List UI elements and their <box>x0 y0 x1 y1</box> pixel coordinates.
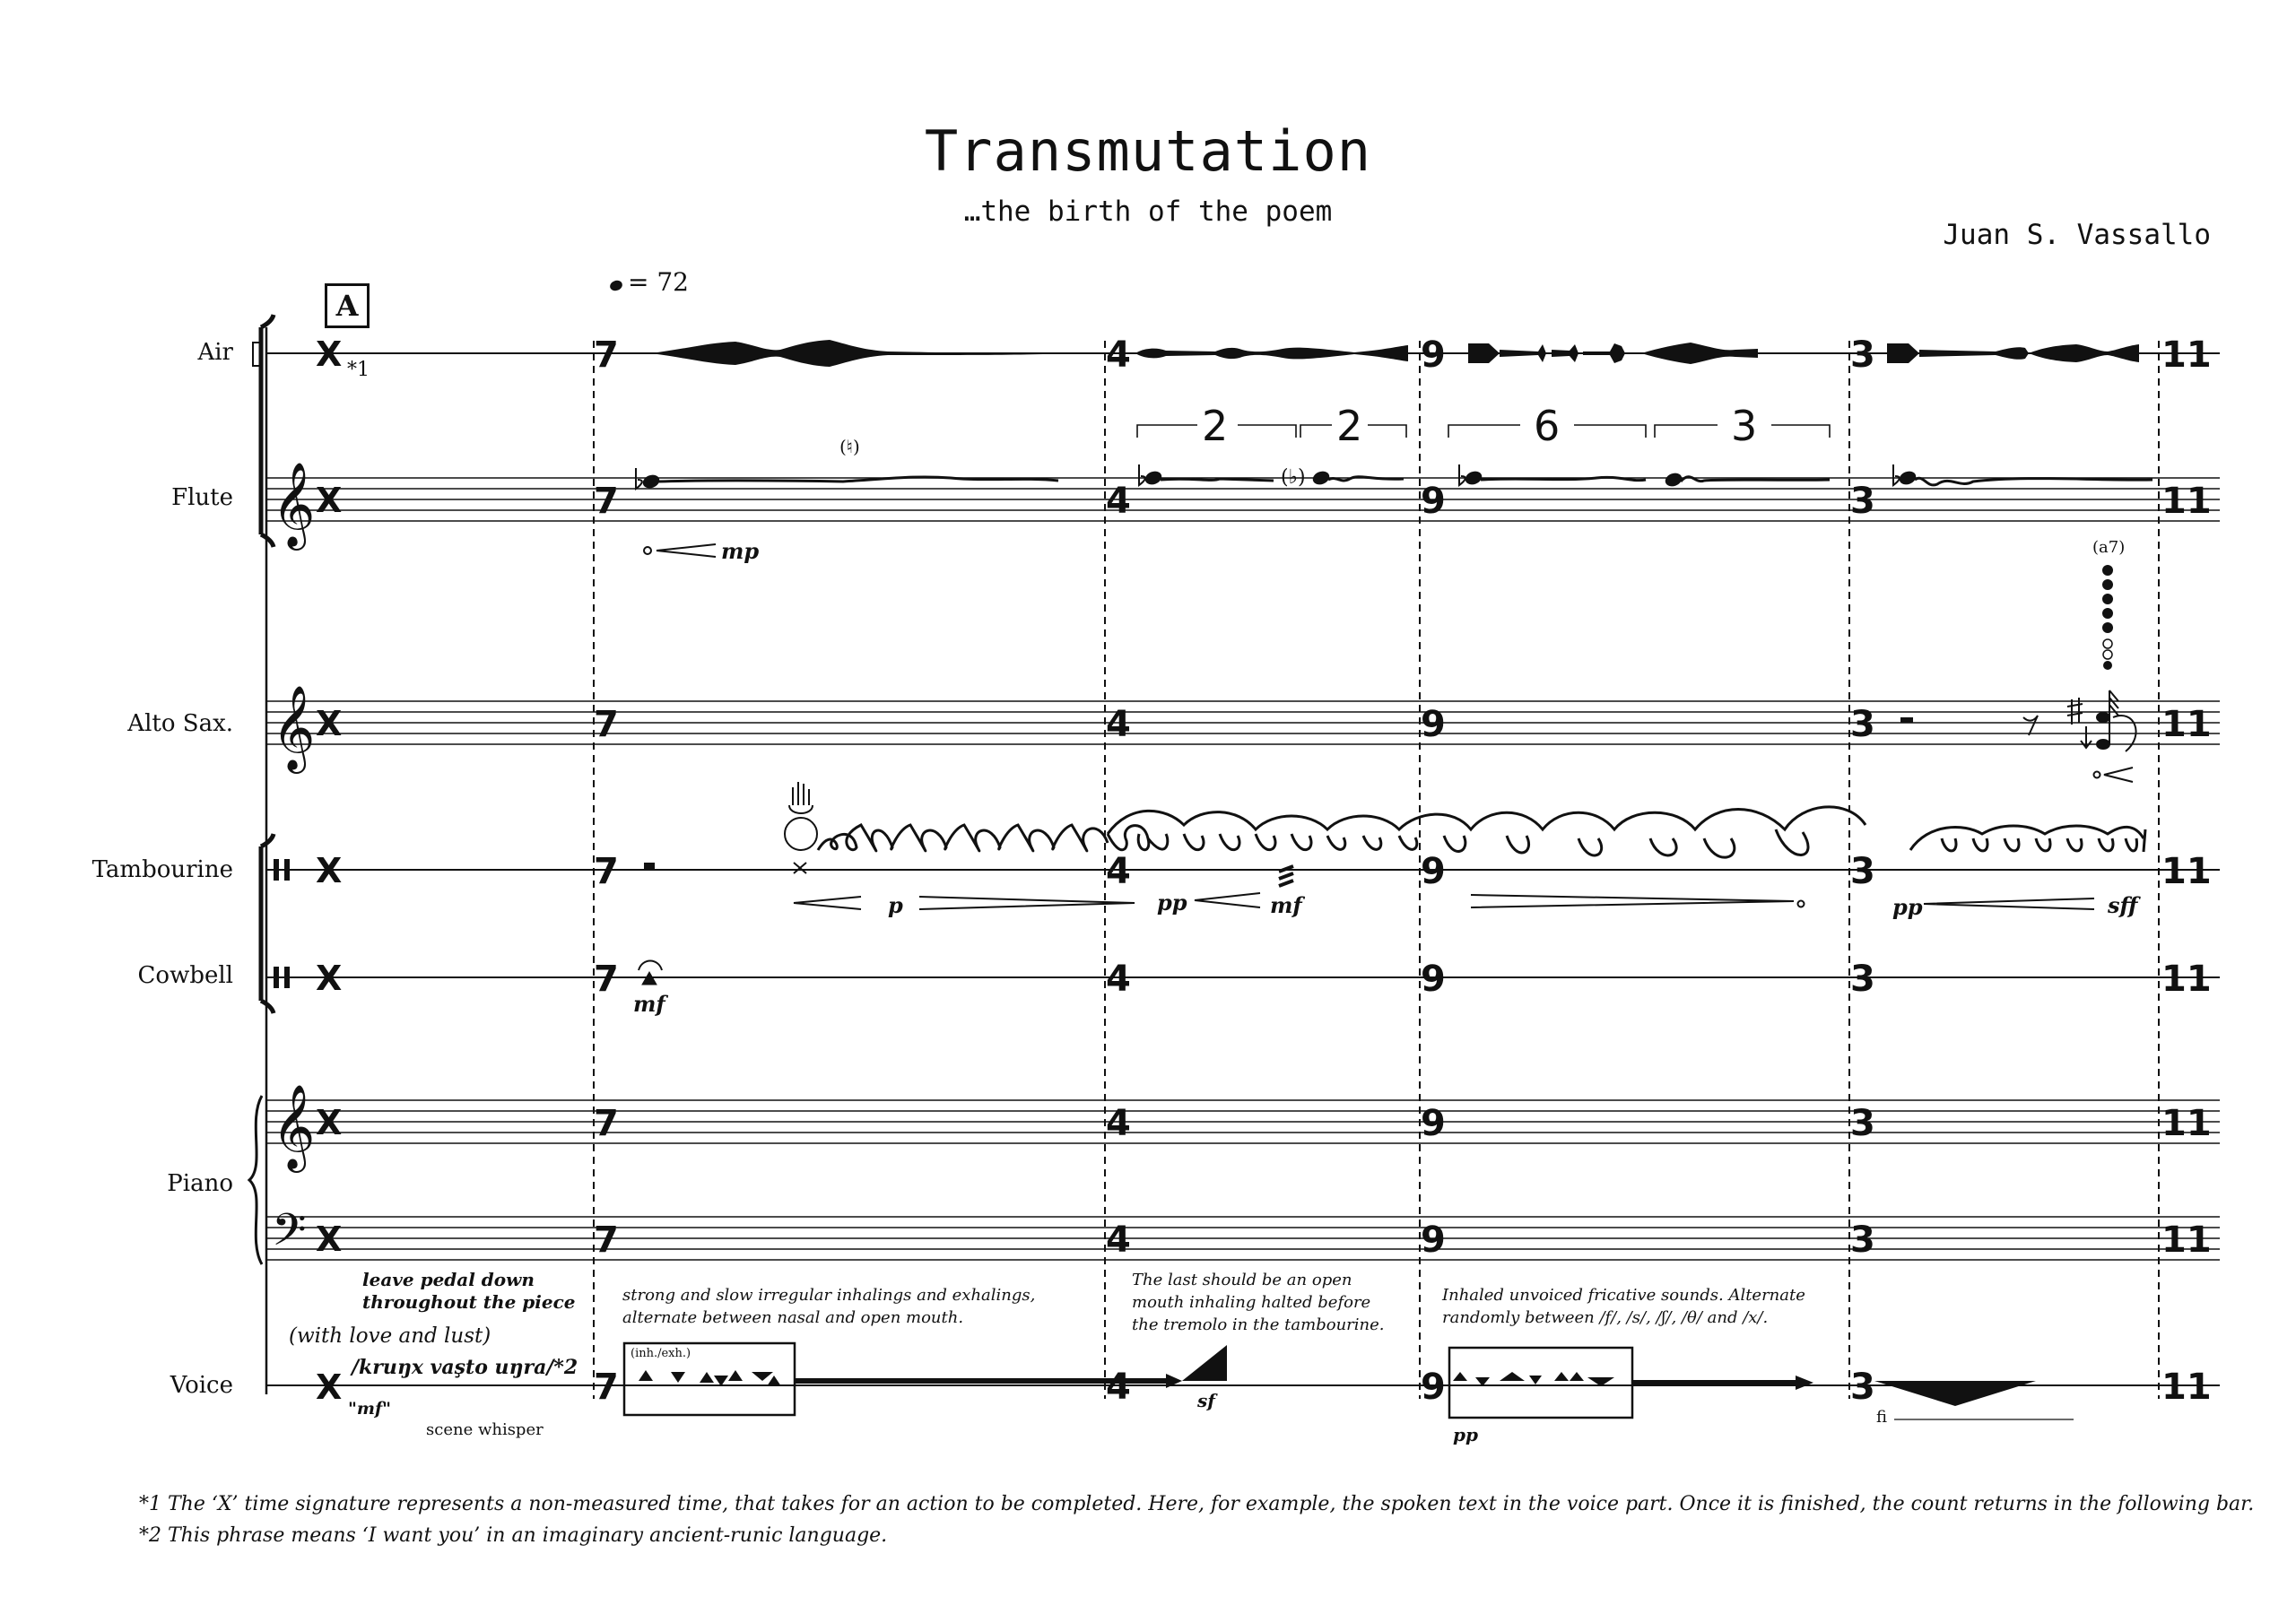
tuplet-number: 2 <box>1336 402 1363 450</box>
ts-7-flute: 7 <box>594 481 619 522</box>
half-rest-icon <box>644 863 655 870</box>
x-sig-voice: X <box>316 1367 343 1407</box>
tambourine-dynamic-pp: pp <box>1892 894 1923 920</box>
rehearsal-mark-label: A <box>335 289 359 323</box>
ts-9-piano-treble: 9 <box>1421 1103 1446 1144</box>
tuplet-number: 3 <box>1731 402 1758 450</box>
treble-clef-icon: 𝄞 <box>272 1084 316 1169</box>
ts-3-voice: 3 <box>1850 1367 1875 1408</box>
note-line: the tremolo in the tambourine. <box>1132 1315 1385 1334</box>
voice-direction: (with love and lust) <box>289 1324 491 1348</box>
flute-staff <box>266 478 2220 521</box>
ts-7-tambourine: 7 <box>594 851 619 892</box>
ts-4-flute: 4 <box>1106 481 1131 522</box>
flute-notes <box>641 470 2152 490</box>
tambourine-dynamic-mf: mf <box>1270 892 1302 918</box>
ts-3-flute: 3 <box>1850 481 1875 522</box>
sax-hairpin <box>2094 768 2134 782</box>
sax-half-rest-icon <box>1900 717 1913 723</box>
piece-subtitle: …the birth of the poem <box>963 195 1333 228</box>
piano-brace <box>249 1096 262 1264</box>
voice-performance-note-3 <box>1442 1284 1805 1329</box>
ts-4-piano-bass: 4 <box>1106 1219 1131 1261</box>
piece-title: Transmutation <box>924 118 1372 184</box>
ts-9-flute: 9 <box>1421 481 1446 522</box>
note-line: randomly between /f/, /s/, /ʃ/, /θ/ and /x/. <box>1442 1308 1769 1327</box>
ts-4-air: 4 <box>1106 334 1131 376</box>
ts-9-sax: 9 <box>1421 704 1446 745</box>
air-breath-shapes <box>650 340 2139 367</box>
ts-3-piano-bass: 3 <box>1850 1219 1875 1261</box>
tambourine-loops <box>818 825 1108 851</box>
ts-11-air: 11 <box>2161 334 2212 376</box>
hand-rub-icon <box>785 782 817 873</box>
ts-11-tambourine: 11 <box>2161 851 2212 892</box>
ts-4-cowbell: 4 <box>1106 959 1131 1000</box>
piano-pedal-note-line: throughout the piece <box>362 1291 576 1313</box>
ts-7-piano-bass: 7 <box>594 1219 619 1261</box>
piano-bass-staff <box>266 1217 2220 1260</box>
sax-staff <box>266 701 2220 744</box>
tambourine-dynamic-p: p <box>888 892 903 918</box>
tuplet-number: 6 <box>1534 402 1561 450</box>
note-line: mouth inhaling halted before <box>1132 1293 1371 1312</box>
ts-11-flute: 11 <box>2161 481 2212 522</box>
instrument-label-flute: Flute <box>171 484 233 511</box>
flute-crescendo-hairpin <box>644 544 716 557</box>
voice-performance-note-1 <box>622 1284 1035 1329</box>
voice-box-label: (inh./exh.) <box>631 1347 691 1360</box>
ts-4-sax: 4 <box>1106 704 1131 745</box>
tuplet-brackets <box>1137 425 1830 438</box>
sax-multiphonic-label: (a7) <box>2092 538 2126 557</box>
ts-7-voice: 7 <box>594 1367 619 1408</box>
cowbell-dynamic-mf: mf <box>633 991 665 1017</box>
bass-clef-icon: 𝄢 <box>272 1204 307 1267</box>
x-sig-tambourine: X <box>316 851 343 890</box>
footnote-2: *2 This phrase means ‘I want you’ in an imaginary ancient-runic language. <box>139 1524 888 1547</box>
footnote-ref-1: *1 <box>347 359 370 381</box>
piano-pedal-note <box>362 1269 575 1314</box>
treble-clef-icon: 𝄞 <box>272 462 316 547</box>
ts-7-sax: 7 <box>594 704 619 745</box>
piano-treble-staff <box>266 1100 2220 1143</box>
instrument-label-air: Air <box>197 339 233 366</box>
multiphonic-fingering-icon <box>2102 565 2113 670</box>
ts-4-voice: 4 <box>1106 1367 1131 1408</box>
arrowhead-icon <box>1796 1376 1813 1390</box>
tambourine-dynamic-pp: pp <box>1157 890 1187 916</box>
ts-9-cowbell: 9 <box>1421 959 1446 1000</box>
voice-breath-box-2 <box>1449 1348 1632 1418</box>
instrument-label-alto-sax: Alto Sax. <box>127 710 233 737</box>
flat-cautionary: (♭) <box>1281 466 1306 489</box>
ts-7-piano-treble: 7 <box>594 1103 619 1144</box>
tempo-value: = 72 <box>628 267 689 297</box>
ts-7-cowbell: 7 <box>594 959 619 1000</box>
flat-icons <box>636 464 1900 489</box>
voice-dynamic-mf: "mf" <box>348 1399 392 1419</box>
x-sig-air: X <box>316 334 343 374</box>
ts-11-sax: 11 <box>2161 704 2212 745</box>
composer-name: Juan S. Vassallo <box>1943 219 2211 251</box>
note-line: The last should be an open <box>1132 1271 1352 1289</box>
instrument-label-tambourine: Tambourine <box>91 856 233 883</box>
voice-dynamic-sf: sf <box>1197 1390 1215 1411</box>
voice-accent-wedge <box>1182 1345 1227 1381</box>
tambourine-loops <box>1108 807 1866 857</box>
treble-clef-icon: 𝄞 <box>272 685 316 770</box>
instrument-label-voice: Voice <box>170 1372 233 1399</box>
ts-9-piano-bass: 9 <box>1421 1219 1446 1261</box>
ts-4-tambourine: 4 <box>1106 851 1131 892</box>
ts-3-air: 3 <box>1850 334 1875 376</box>
ts-11-voice: 11 <box>2161 1367 2212 1408</box>
voice-fi-label: fi <box>1876 1408 1888 1427</box>
x-sig-sax: X <box>316 704 343 743</box>
ts-4-piano-treble: 4 <box>1106 1103 1131 1144</box>
note-line: strong and slow irregular inhalings and exhalings, <box>622 1286 1036 1305</box>
x-sig-flute: X <box>316 481 343 520</box>
voice-performance-note-2 <box>1132 1269 1385 1336</box>
ts-3-sax: 3 <box>1850 704 1875 745</box>
voice-whisper-note: scene whisper <box>426 1420 544 1439</box>
tambourine-loops <box>1910 826 2145 852</box>
sax-eighth-rest-icon <box>2023 716 2038 735</box>
ts-11-piano-treble: 11 <box>2161 1103 2212 1144</box>
ts-9-tambourine: 9 <box>1421 851 1446 892</box>
ts-11-piano-bass: 11 <box>2161 1219 2212 1261</box>
tuplet-number: 2 <box>1202 402 1229 450</box>
sax-grace-notes <box>2067 690 2136 751</box>
ts-9-air: 9 <box>1421 334 1446 376</box>
cowbell-note <box>639 961 662 985</box>
instrument-label-piano: Piano <box>167 1170 233 1197</box>
note-line: alternate between nasal and open mouth. <box>622 1308 964 1327</box>
ts-11-cowbell: 11 <box>2161 959 2212 1000</box>
natural-cautionary: (♮) <box>839 436 860 457</box>
tambourine-dynamic-sff: sff <box>2108 892 2138 918</box>
x-sig-cowbell: X <box>316 959 343 998</box>
instrument-label-cowbell: Cowbell <box>137 962 233 989</box>
ts-7-air: 7 <box>594 334 619 376</box>
ts-3-tambourine: 3 <box>1850 851 1875 892</box>
voice-decrescendo-wedge <box>1874 1381 2036 1406</box>
flute-dynamic-mp: mp <box>721 538 760 564</box>
voice-dynamic-pp: pp <box>1453 1424 1478 1445</box>
ts-9-voice: 9 <box>1421 1367 1446 1408</box>
ts-3-piano-treble: 3 <box>1850 1103 1875 1144</box>
x-sig-piano-treble: X <box>316 1103 343 1142</box>
piano-pedal-note-line: leave pedal down <box>362 1269 535 1290</box>
x-sig-piano-bass: X <box>316 1219 343 1259</box>
footnote-1: *1 The ‘X’ time signature represents a non-measured time, that takes for an action to be completed. Here, for example, the spoken text in the voice part. Once it is finished, the count returns in the following bar. <box>139 1493 2255 1515</box>
note-line: Inhaled unvoiced fricative sounds. Alternate <box>1442 1286 1805 1305</box>
ts-3-cowbell: 3 <box>1850 959 1875 1000</box>
voice-lyric-text: /kruŋx vaşto uŋra/*2 <box>352 1356 578 1379</box>
